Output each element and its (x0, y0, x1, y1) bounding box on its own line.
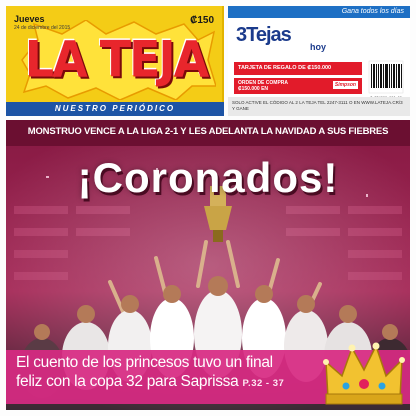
masthead-tagline: NUESTRO PERIÓDICO (6, 102, 224, 116)
promo-gift-card: TARJETA DE REGALO DE ₡150.000 (234, 62, 362, 75)
issue-day: Jueves (14, 14, 45, 24)
caption-line1: El cuento de los princesos tuvo un final (16, 354, 273, 371)
promo-order-line2: ₡150.000 EN (238, 86, 269, 92)
promo-brand-sub: hoy (310, 42, 327, 52)
hero-story (6, 120, 410, 410)
issue-price: ₡150 (190, 15, 214, 26)
caption-page-ref: P.32 - 37 (242, 378, 285, 389)
promo-order-line1: ORDEN DE COMPRA (238, 80, 289, 86)
promo-store-tag: Simpson (334, 82, 356, 88)
issue-date: 24 de diciembre del 2015 (14, 25, 71, 31)
promo-advert (228, 6, 410, 116)
promo-brand: 3Tejas (236, 24, 291, 46)
promo-order (234, 78, 362, 94)
caption-line2 (16, 373, 284, 391)
masthead (6, 6, 224, 116)
promo-strip: Gana todos los días (228, 6, 410, 18)
promo-footer: SOLO ACTIVE EL CÓDIGO AL 2 LA TEJA TEL 2247-3111 O EN WWW.LATEJA.CR/3 Y GANE (228, 97, 410, 116)
newspaper-logo: LA TEJA (24, 29, 208, 89)
caption-line2-text: feliz con la copa 32 para Saprissa (16, 373, 239, 390)
kicker-headline: MONSTRUO VENCE A LA LIGA 2-1 Y LES ADELANTA LA NAVIDAD A SUS FIEBRES (27, 126, 389, 137)
crown-icon (322, 338, 406, 408)
barcode-icon (368, 60, 404, 94)
main-headline: ¡Coronados! (77, 154, 339, 201)
